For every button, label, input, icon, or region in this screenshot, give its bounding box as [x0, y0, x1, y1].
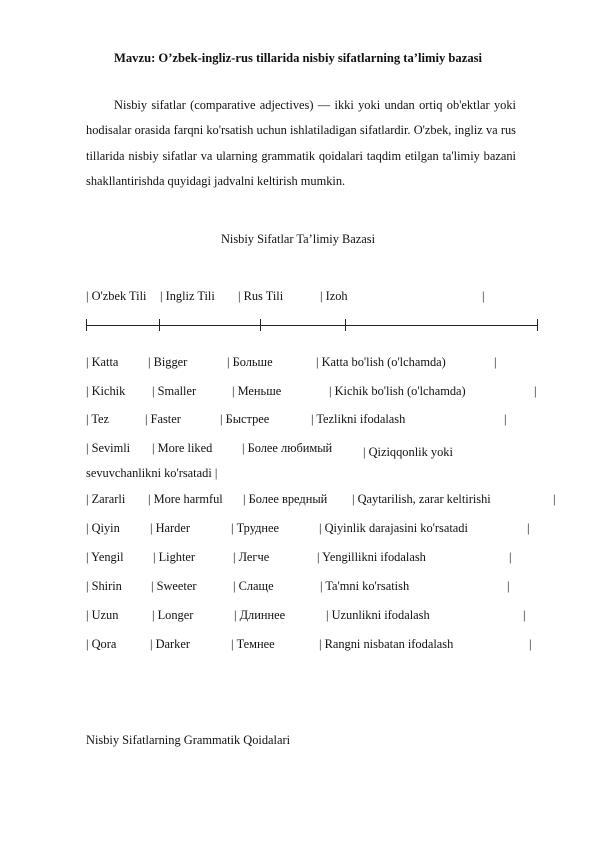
header-end: | — [482, 289, 485, 303]
table-row — [86, 608, 526, 625]
cell-uzbek: | Uzun — [86, 608, 119, 622]
cell-note: | Rangni nisbatan ifodalash — [319, 637, 454, 651]
table-separator — [86, 319, 540, 331]
header-uzbek: | O'zbek Tili — [86, 289, 147, 303]
cell-russian: | Труднее — [231, 521, 280, 535]
cell-russian: | Темнее — [231, 637, 275, 651]
cell-russian: | Слаще — [233, 579, 274, 593]
cell-end: | — [494, 355, 497, 369]
cell-english: | Faster — [145, 412, 181, 426]
cell-uzbek: | Shirin — [86, 579, 122, 593]
cell-uzbek: | Qora — [86, 637, 117, 651]
table-row — [86, 492, 556, 509]
cell-english: | Smaller — [152, 384, 197, 398]
cell-uzbek: | Kichik — [86, 384, 126, 398]
cell-uzbek: | Zararli — [86, 492, 126, 506]
cell-uzbek: | Tez — [86, 412, 110, 426]
intro-paragraph: Nisbiy sifatlar (comparative adjectives) — ikki yoki undan ortiq ob'ektlar yoki hodisalar orasida farqni ko'rsatish uchun ishlatiladigan sifatlardir. O'zbek, ingliz va rus tillarida nisbiy sifatlar va ularning grammatik qoidalari taqdim etilgan ta'limiy bazani shakllantirishda quyidagi jadvalni keltirish mumkin. — [86, 98, 516, 189]
cell-uzbek: | Sevimli — [86, 441, 131, 455]
cell-end: | — [553, 492, 556, 506]
table-row — [86, 384, 537, 401]
cell-uzbek: | Yengil — [86, 550, 124, 564]
cell-english: | Longer — [152, 608, 194, 622]
table-row — [86, 551, 520, 567]
table-row — [86, 413, 520, 429]
header-english: | Ingliz Tili — [160, 289, 215, 303]
cell-end: | — [504, 412, 507, 426]
cell-russian: | Больше — [227, 355, 273, 369]
cell-russian: | Меньше — [232, 384, 282, 398]
cell-end: | — [507, 579, 510, 593]
cell-note: | Kichik bo'lish (o'lchamda) — [329, 384, 466, 398]
cell-end: | — [509, 550, 512, 564]
table-row — [86, 580, 520, 596]
cell-note: | Ta'mni ko'rsatish — [320, 579, 410, 593]
cell-end: | — [529, 637, 532, 651]
cell-russian: | Легче — [233, 550, 270, 564]
cell-english: | Harder — [150, 521, 190, 535]
cell-note: | Qiyinlik darajasini ko'rsatadi — [319, 521, 468, 535]
cell-english: | Darker — [150, 637, 190, 651]
table-row — [86, 637, 532, 654]
table-row — [86, 356, 520, 372]
table-row — [86, 521, 530, 538]
cell-end: | — [534, 384, 537, 398]
cell-english: | More harmful — [148, 492, 223, 506]
cell-note: | Qaytarilish, zarar keltirishi — [352, 492, 491, 506]
cell-note: | Katta bo'lish (o'lchamda) — [316, 355, 446, 369]
cell-english: | Lighter — [153, 550, 196, 564]
cell-note: | Uzunlikni ifodalash — [326, 608, 430, 622]
cell-note: | Tezlikni ifodalash — [311, 412, 406, 426]
cell-russian: | Длиннее — [234, 608, 286, 622]
cell-russian: | Более вредный — [243, 492, 328, 506]
cell-uzbek: | Qiyin — [86, 521, 120, 535]
cell-note: | Yengillikni ifodalash — [317, 550, 426, 564]
table-title: Nisbiy Sifatlar Ta’limiy Bazasi — [220, 232, 376, 246]
cell-russian: | Быстрее — [220, 412, 270, 426]
header-note: | Izoh — [320, 289, 348, 303]
page-title: Mavzu: O’zbek-ingliz-rus tillarida nisbiy sifatlarning ta’limiy bazasi — [114, 51, 483, 65]
section-heading: Nisbiy Sifatlarning Grammatik Qoidalari — [86, 733, 291, 747]
cell-russian: | Более любимый — [242, 441, 333, 455]
cell-uzbek: | Katta — [86, 355, 119, 369]
header-russian: | Rus Tili — [238, 289, 284, 303]
cell-english: | Bigger — [148, 355, 188, 369]
cell-end: | — [523, 608, 526, 622]
cell-english: | More liked — [152, 441, 213, 455]
cell-end: | — [527, 521, 530, 535]
table-header-row — [86, 290, 520, 306]
cell-note-wrapped: | Qiziqqonlik yoki sevuvchanlikni ko'rsatadi | — [86, 445, 453, 480]
cell-english: | Sweeter — [151, 579, 197, 593]
